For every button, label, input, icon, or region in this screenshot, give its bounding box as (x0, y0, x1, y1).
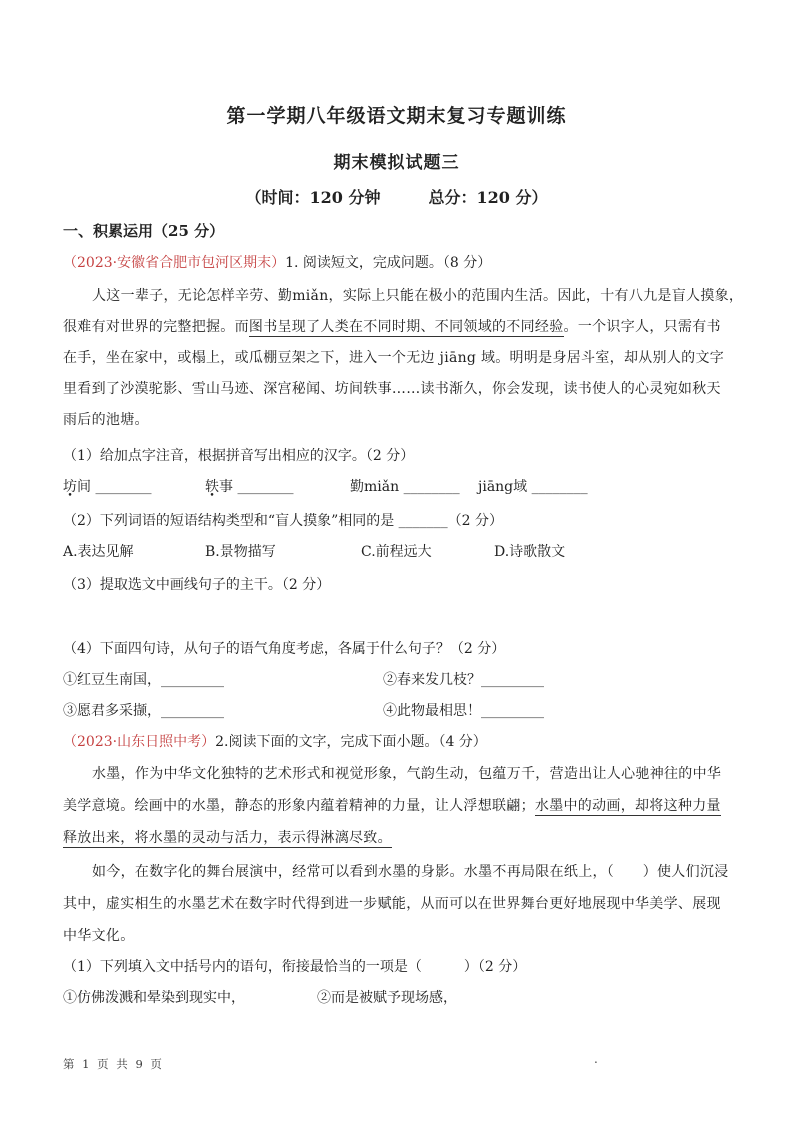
passage-line: 雨后的池塘。 (63, 412, 149, 428)
passage-line: 中华文化。 (63, 928, 135, 944)
passage-line: 里看到了沙漠驼影、雪山马迹、深宫秘闻、坊间轶事……读书渐久，你会发现，读书使人的心灵宛如秋天 (63, 381, 721, 397)
page-footer: 第 1 页 共 9 页 (63, 1057, 164, 1071)
passage-line: 其中，虚实相生的水墨艺术在数字时代得到进一步赋能，从而可以在世界舞台更好地展现中华美学、展现 (63, 896, 721, 912)
page-title: 第一学期八年级语文期末复习专题训练 (226, 105, 567, 127)
q2-source-tag: （2023·山东日照中考） (63, 734, 216, 750)
passage-line: 水墨，作为中华文化独特的艺术形式和视觉形象，气韵生动，包蕴万千，营造出让人心驰神往的中华 (92, 766, 722, 782)
q1-sub4-stem: （4）下面四句诗，从句子的语气角度考虑，各属于什么句子？（2 分） (63, 641, 506, 657)
answer-space (63, 601, 730, 634)
q2-sub1-stem: （1）下列填入文中括号内的语句，衔接最恰当的一项是（ ）（2 分） (63, 959, 527, 975)
q1-header (63, 250, 730, 276)
option-a: A.表达见解 (63, 544, 134, 560)
underlined-text: 水墨中的动画，却将这种力量 (534, 798, 721, 814)
option-c: C.前程远大 (361, 544, 432, 560)
q2-passage-2 (63, 856, 730, 952)
passage-text: 。一个识字人，只需有书 (563, 319, 721, 335)
q1-sub1-blanks-row (63, 472, 730, 503)
passage-line: 在手，坐在家中，或榻上，或瓜棚豆架之下，进入一个无边 jiāng 域。明明是身居斗室，却从别人的文字 (63, 350, 725, 366)
poem-item-2: ②春来发几枝？_________ (383, 672, 544, 688)
underlined-text: 图书呈现了人类在不同时期、不同领域的不同经验 (248, 319, 564, 335)
stray-period-mark: . (594, 1052, 598, 1066)
underlined-text: 释放出来，将水墨的灵动与活力，表示得淋漓尽致。 (63, 830, 392, 846)
time-total-line: （时间：120 分钟 总分：120 分） (245, 188, 548, 207)
passage-text: 美学意境。绘画中的水墨，静态的形象内蕴着精神的力量，让人浮想联翩； (63, 798, 535, 814)
dotted-char: 轶 (205, 479, 219, 495)
q2-lead: 2.阅读下面的文字，完成下面小题。（4 分） (215, 734, 487, 750)
option-item-2: ②而是被赋予现场感， (317, 990, 457, 1006)
blank-item (205, 472, 350, 503)
passage-line: 人这一辈子，无论怎样辛劳、勤miǎn，实际上只能在极小的范围内生活。因此，十有八九是盲人摸象， (92, 288, 744, 304)
blank-item: jiāng域 ________ (478, 479, 588, 495)
q1-sub2-options-row (63, 537, 730, 568)
q1-passage (63, 281, 744, 436)
q2-passage-1 (63, 758, 730, 854)
blank-item (63, 472, 205, 503)
page-subtitle: 期末模拟试题三 (333, 153, 460, 173)
q1-sub4-row1 (63, 665, 730, 696)
passage-line: 如今，在数字化的舞台展演中，经常可以看到水墨的身影。水墨不再局限在纸上，（ ）使人们沉浸 (92, 864, 729, 880)
poem-item-4: ④此物最相思！_________ (383, 703, 544, 719)
q1-source-tag: （2023·安徽省合肥市包河区期末） (63, 255, 286, 271)
option-d: D.诗歌散文 (494, 544, 566, 560)
q2-sub1-row (63, 983, 730, 1014)
option-item-1: ①仿佛泼溅和晕染到现实中， (63, 990, 245, 1006)
passage-line (63, 312, 730, 343)
poem-item-3: ③愿君多采撷，_________ (63, 703, 224, 719)
blank-text: 间 ________ (77, 479, 152, 495)
q1-sub4-row2 (63, 696, 730, 727)
passage-line (63, 790, 730, 822)
passage-text: 很难有对世界的完整把握。而 (63, 319, 249, 335)
passage-line (63, 822, 730, 854)
q1-sub1-stem: （1）给加点字注音，根据拼音写出相应的汉字。（2 分） (63, 448, 415, 464)
q2-header (63, 727, 730, 758)
section1-heading: 一、积累运用（25 分） (63, 222, 225, 240)
poem-item-1: ①红豆生南国，_________ (63, 672, 224, 688)
dotted-char: 坊 (63, 479, 77, 495)
blank-text: 事 ________ (219, 479, 294, 495)
q1-sub2-stem: （2）下列词语的短语结构类型和“盲人摸象”相同的是 _______（2 分） (63, 513, 504, 529)
option-b: B.景物描写 (205, 544, 276, 560)
blank-item: 勤miǎn ________ (350, 479, 460, 495)
q1-sub3-stem: （3）提取选文中画线句子的主干。（2 分） (63, 577, 331, 593)
q1-lead: 1. 阅读短文，完成问题。（8 分） (285, 255, 492, 271)
